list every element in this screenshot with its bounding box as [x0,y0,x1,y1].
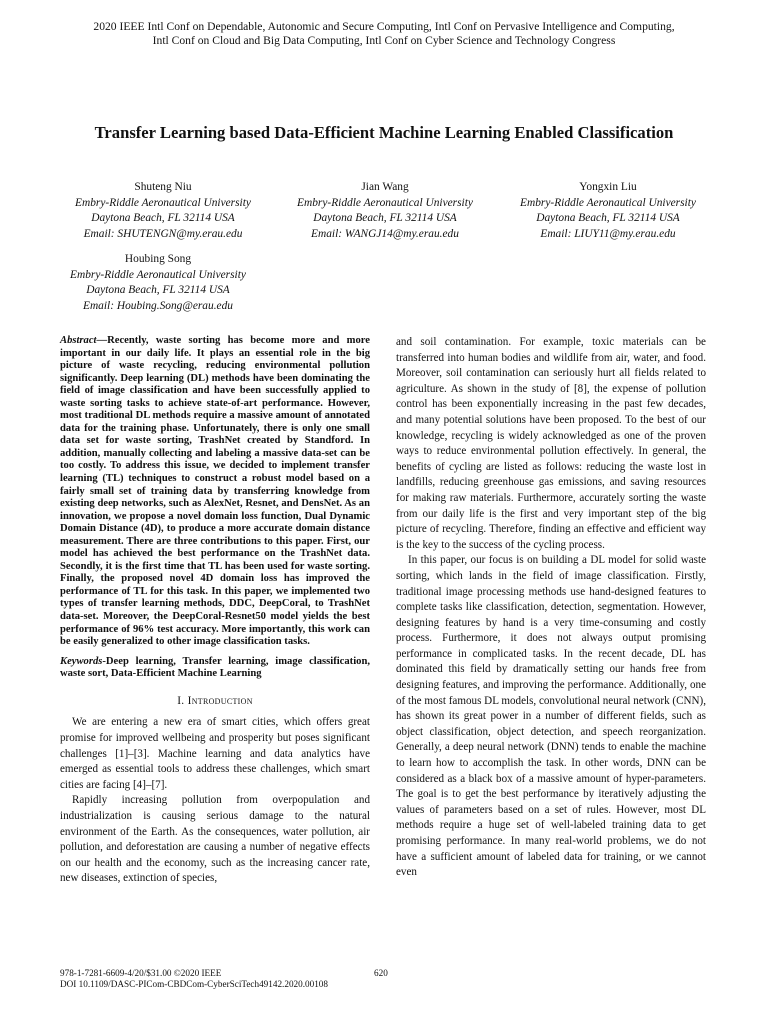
author-block [60,180,266,242]
left-column [60,335,370,887]
abstract-text: —Recently, waste sorting has become more and more important in our daily life. It plays an essential role in the big picture of waste recycling, reducing environmental pollution significantly. Deep learning (DL) methods have been dominating the field of image classification and have been successfully applied to waste sorting tasks to achieve state-of-art performance. However, most traditional DL methods require a massive amount of annotated data for the training phase. Unfortunately, there is only one small data set for waste sorting, TrashNet created by Standford. In addition, manually collecting and labeling a massive data-set can be too costly. To address this issue, we decided to implement transfer learning (TL) techniques to construct a robust model based on a fairly small set of training data by transferring knowledge from existing deep networks, such as AlexNet, Resnet, and DensNet. As an innovation, we propose a novel domain loss function, Dual Dynamic Domain Distance (4D), to produce a more accurate domain distance measurement. There are three contributions to this paper. First, our model has achieved the best performance on the TrashNet data. Secondly, it is the first time that TL has been used for waste sorting. Finally, the proposed novel 4D domain loss has improved the performance of TL for this task. In this paper, we implemented two types of transfer learning methods, DDC, DeepCoral, to TrashNet data-set. Moreover, the DeepCoral-Resnet50 model yields the best performance of 96% test accuracy. More importantly, this work can be easily generalized to other image classification tasks. [60,335,370,648]
footer-doi: DOI 10.1109/DASC-PICom-CBDCom-CyberSciTech49142.2020.00108 [60,979,328,989]
author-location: Daytona Beach, FL 32114 USA [91,212,235,225]
author-location: Daytona Beach, FL 32114 USA [313,212,457,225]
paper-title: Transfer Learning based Data-Efficient Machine Learning Enabled Classification [94,123,674,142]
body-paragraph: and soil contamination. For example, toxic materials can be transferred into human bodies and wildlife from air, water, and food. Moreover, soil contamination can seriously hurt all fields related to agriculture. As shown in the study of [8], the expense of pollution control has been exponentially increasing in the past few decades, and many potential solutions have been proposed. To the best of our knowledge, recycling is widely acknowledged as one of the proven ways to reduce environmental pollution effectively. In general, the benefits of cycling are listed as follows: reducing the waste lost in landfills, reducing greenhouse gas emissions, and saving resources for making raw materials. Furthermore, accurately sorting the waste from our daily life is the first and very important step of the big picture of recycling. Therefore, finding an effective and efficient way is the key to the success of the cycling process. [396,336,706,551]
author-email[interactable]: Email: SHUTENGN@my.erau.edu [83,227,243,240]
conference-line-1: 2020 IEEE Intl Conf on Dependable, Autonomic and Secure Computing, Intl Conf on Pervasive Intelligence and Computing, [93,20,675,33]
author-affiliation: Embry-Riddle Aeronautical University [520,196,696,209]
author-location: Daytona Beach, FL 32114 USA [536,212,680,225]
section-heading: I. Introduction [177,694,253,707]
body-paragraph: Rapidly increasing pollution from overpopulation and industrialization is causing serious damage to the natural environment of the Earth. As the consequences, water pollution, air pollution, and deforestation are causing a number of negative effects on our health and the economy, such as the increasing cancer rate, new diseases, extinction of species, [60,794,370,885]
keywords-label: Keywords [60,655,103,667]
author-name: Yongxin Liu [579,181,637,193]
body-paragraph: We are entering a new era of smart cities, which offers great promise for improved wellbeing and prosperity but poses significant challenges [1]–[3]. Machine learning and data analytics have emerged as essential tools to address these challenges, which smart cities are facing [4]–[7]. [60,716,370,791]
footer-isbn: 978-1-7281-6609-4/20/$31.00 ©2020 IEEE [60,968,222,978]
keywords [60,656,370,681]
author-location: Daytona Beach, FL 32114 USA [86,284,230,297]
author-block [500,180,716,242]
author-email[interactable]: Email: Houbing.Song@erau.edu [83,299,233,312]
abstract-label: Abstract [60,335,97,346]
keywords-text: -Deep learning, Transfer learning, image classification, waste sort, Data-Efficient Machine Learning [60,655,370,680]
author-name: Houbing Song [124,253,192,265]
conference-header [0,20,768,48]
author-affiliation: Embry-Riddle Aeronautical University [297,196,473,209]
author-affiliation: Embry-Riddle Aeronautical University [75,196,251,209]
conference-line-2: Intl Conf on Cloud and Big Data Computing, Intl Conf on Cyber Science and Technology Congress [152,34,616,47]
author-block [55,252,261,314]
page-number: 620 [374,968,388,978]
author-email[interactable]: Email: WANGJ14@my.erau.edu [311,227,459,240]
body-paragraph: In this paper, our focus is on building a DL model for solid waste sorting, which lands in the field of image classification. Firstly, traditional image processing methods use hand-designed features to complete tasks like classification, detection, segmentation. However, designing features by hand is a very time-consuming and costly process. Furthermore, it does not always output promising performance in complicated tasks. In the recent decade, DL has dominated this field by dramatically setting our hands free from designing features, and improving the performance. Additionally, one of the most famous DL models, convolutional neural network (CNN), has shown its great power in a number of different fields, such as object classification, object detection, and speech reorganization. Generally, a deep neural network (DNN) tends to enable the machine to learn how to accomplish the task. In other words, DNN can be considered as a black box of a massive amount of hyper-parameters. The goal is to get the best performance by iteratively adjusting the values of parameters based on a set of rules. However, most DL methods require a huge set of well-labeled training data to get promising performance. In many real-world problems, we do not have a sufficient amount of labeled data for training, or we cannot even [396,554,706,879]
footer-copyright [60,968,328,990]
author-affiliation: Embry-Riddle Aeronautical University [70,268,246,281]
author-block [279,180,491,242]
author-name: Shuteng Niu [134,181,192,193]
abstract [60,335,370,649]
author-email[interactable]: Email: LIUY11@my.erau.edu [540,227,676,240]
right-column [396,335,706,881]
author-name: Jian Wang [361,181,409,193]
